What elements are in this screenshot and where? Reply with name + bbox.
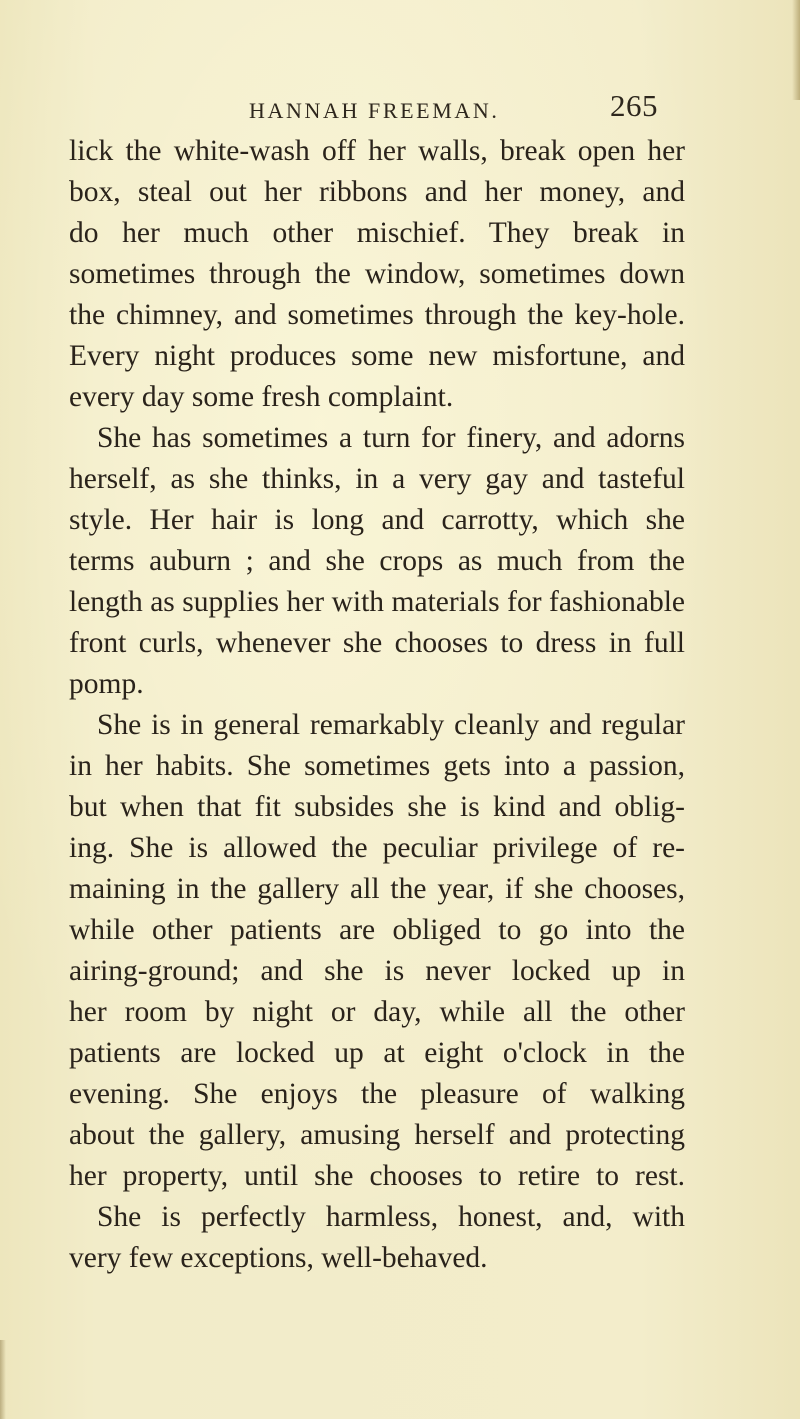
text-line: herself, as she thinks, in a very gay and tasteful [69,463,685,495]
text-line: her room by night or day, while all the other [69,996,685,1028]
text-line: style. Her hair is long and carrotty, which she [69,504,685,536]
text-line: her property, until she chooses to retire to rest. [69,1160,685,1192]
text-line: lick the white-wash off her walls, break open her [69,135,685,167]
page-edge-shadow-left [0,1340,6,1419]
text-line: sometimes through the window, sometimes down [69,258,685,290]
text-line: box, steal out her ribbons and her money, and [69,176,685,208]
text-line: Every night produces some new misfortune, and [69,340,685,372]
text-line: She is in general remarkably cleanly and regular [97,709,685,741]
text-line: maining in the gallery all the year, if she chooses, [69,873,685,905]
running-title: HANNAH FREEMAN. [249,98,500,123]
text-line: but when that fit subsides she is kind and oblig- [69,791,685,823]
text-line: She is perfectly harmless, honest, and, with [97,1201,685,1233]
body-text [69,131,685,1279]
text-line: every day some fresh complaint. [69,381,454,413]
text-line: do her much other mischief. They break in [69,217,685,249]
text-line: pomp. [69,668,144,700]
text-line: terms auburn ; and she crops as much from the [69,545,685,577]
text-line: evening. She enjoys the pleasure of walking [69,1078,685,1110]
text-line: in her habits. She sometimes gets into a passion, [69,750,685,782]
text-line: about the gallery, amusing herself and protecting [69,1119,685,1151]
page-number: 265 [610,88,658,123]
text-line: She has sometimes a turn for finery, and adorns [97,422,685,454]
text-line: ing. She is allowed the peculiar privilege of re- [69,832,685,864]
text-line: airing-ground; and she is never locked up in [69,955,685,987]
text-line: patients are locked up at eight o'clock in the [69,1037,685,1069]
text-line: while other patients are obliged to go into the [69,914,685,946]
text-line: front curls, whenever she chooses to dress in full [69,627,685,659]
text-line: the chimney, and sometimes through the key-hole. [69,299,685,331]
text-line: length as supplies her with materials for fashionable [69,586,685,618]
running-header [0,84,800,124]
text-line: very few exceptions, well-behaved. [69,1242,488,1274]
